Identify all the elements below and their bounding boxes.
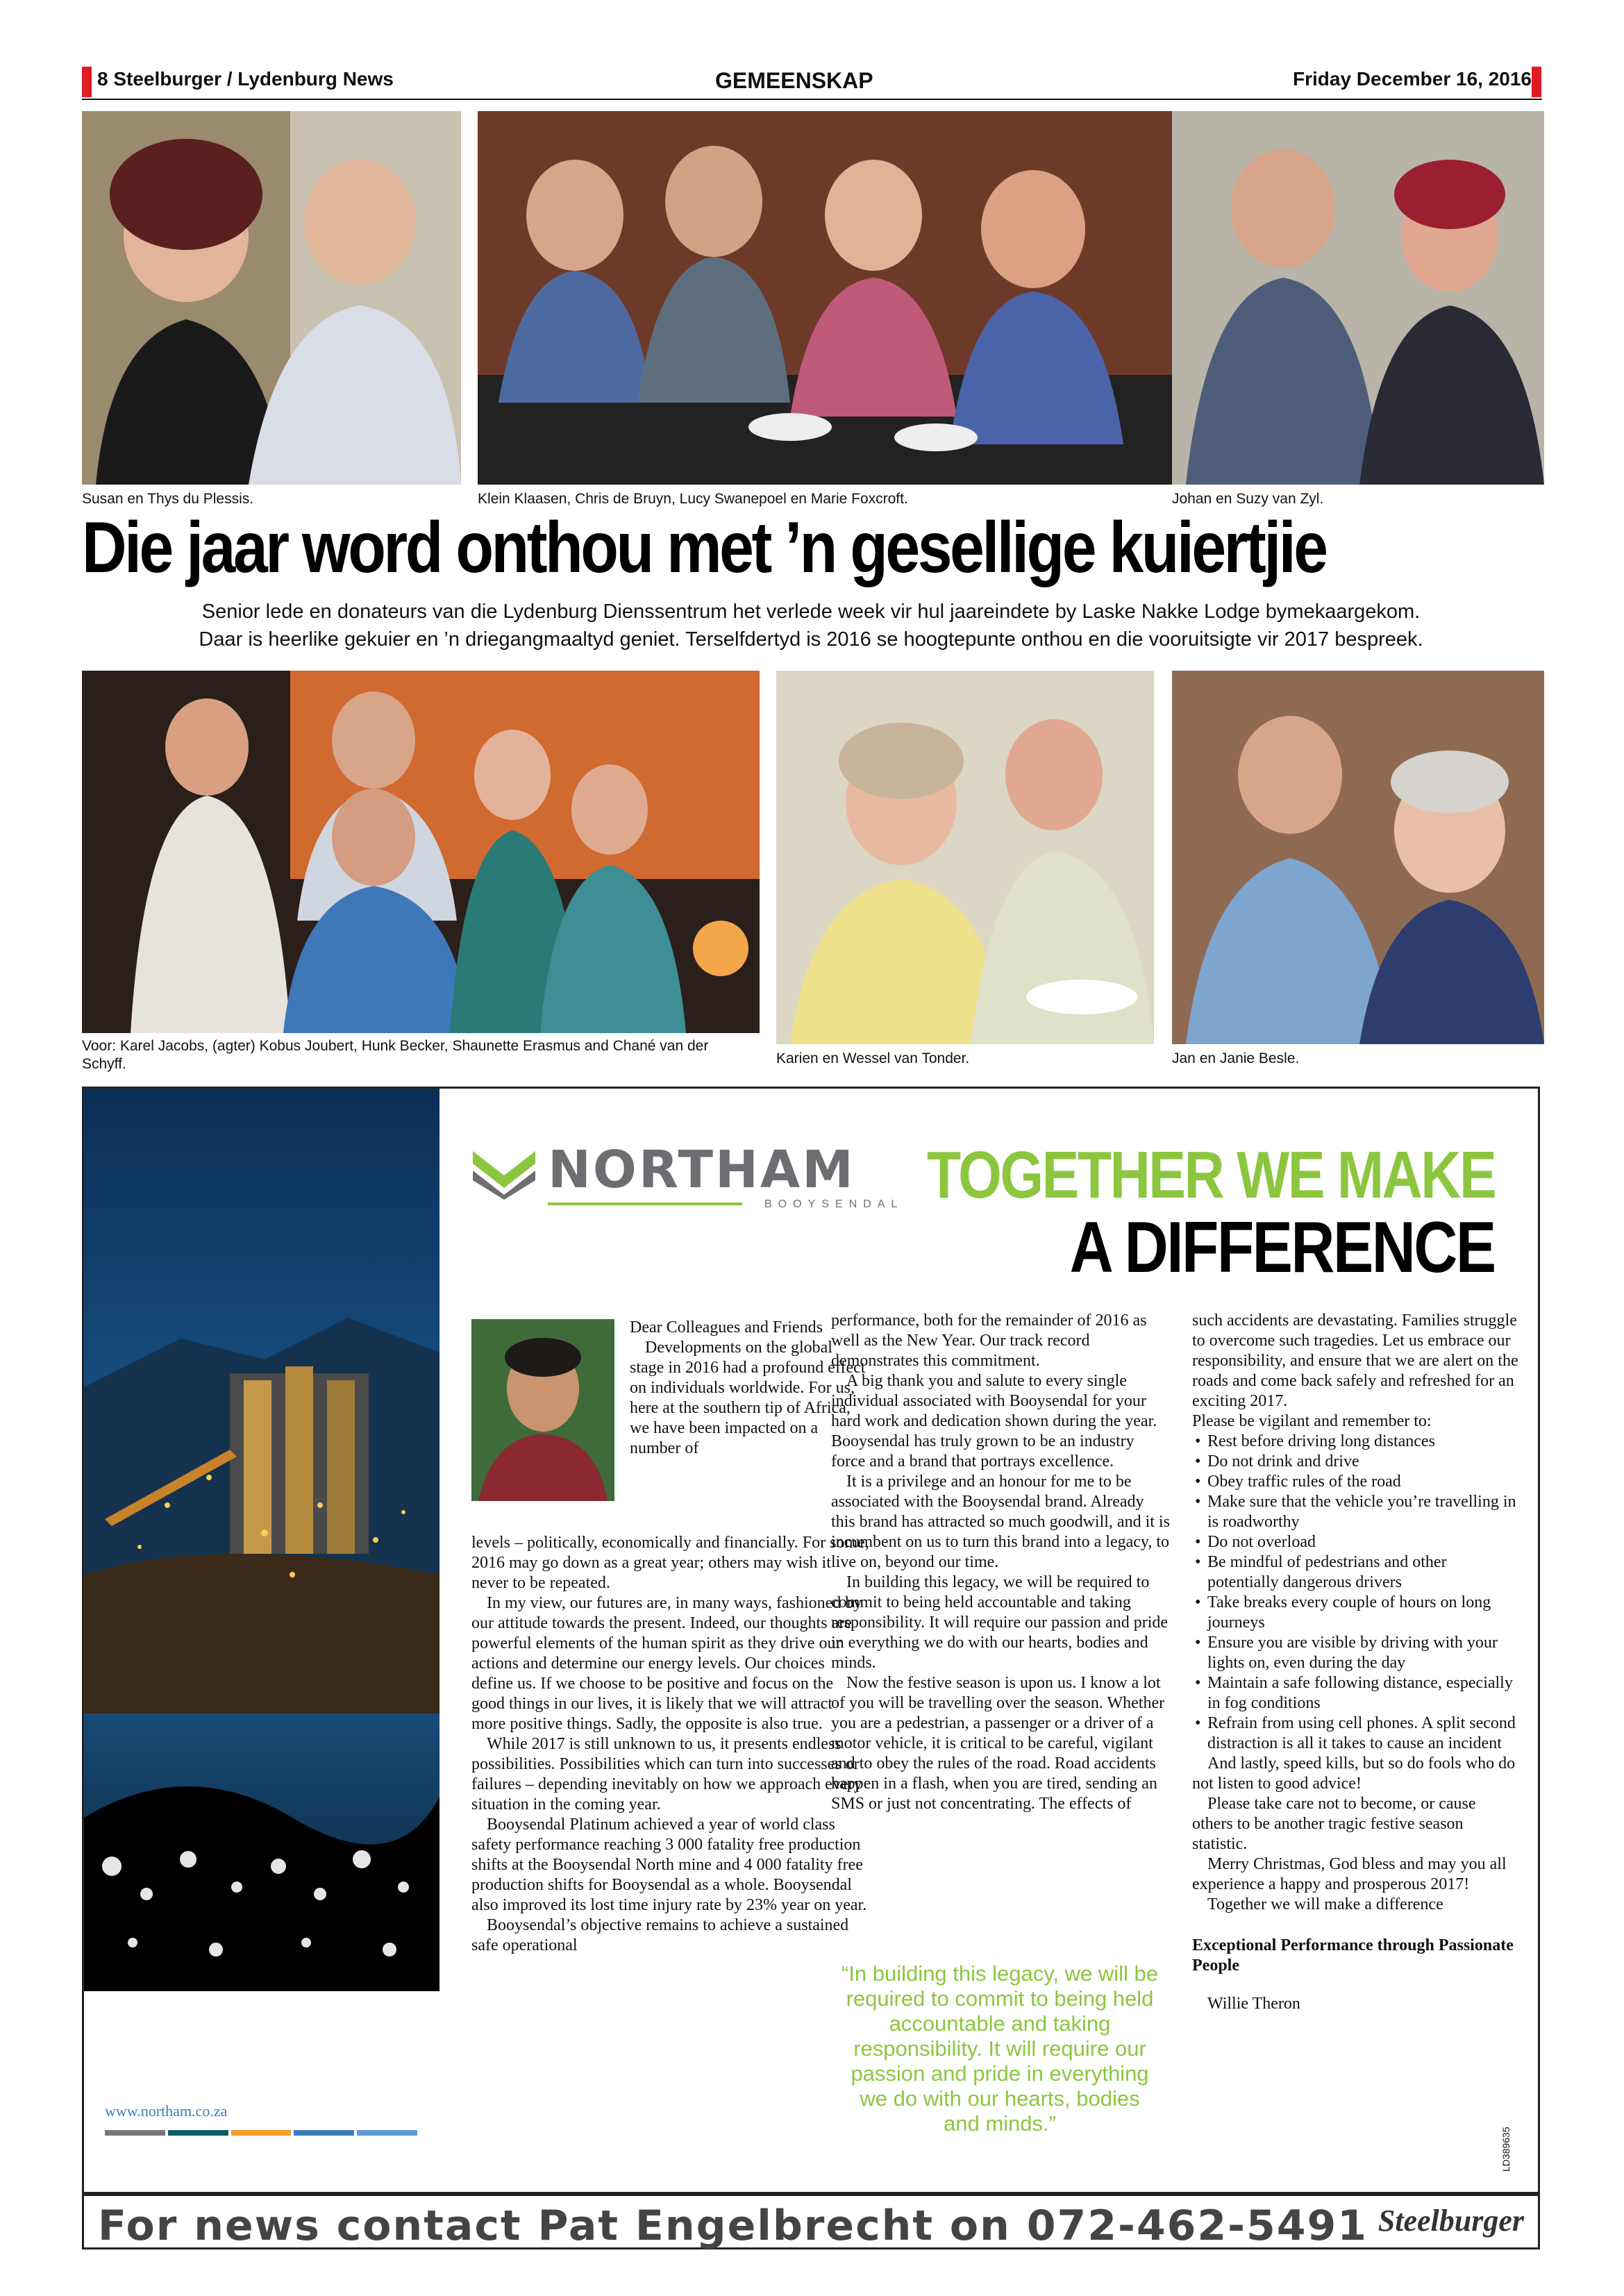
article-headline: Die jaar word onthou met ’n gesellige kuiertjie: [82, 508, 1326, 588]
letter-paragraph: Please take care not to become, or cause others to be another tragic festive season statistic.: [1192, 1795, 1476, 1853]
letter-paragraph: levels – politically, economically and financially. For some, 2016 may go down as a great year; others may wish it never to be repeated.: [471, 1534, 869, 1592]
photo-caption: Jan en Janie Besle.: [1172, 1050, 1300, 1066]
photo-johan-suzy: [1172, 111, 1544, 485]
list-item: • Refrain from using cell phones. A split second distraction is all it takes to cause an incident: [1192, 1713, 1518, 1754]
safety-list: [1192, 1432, 1518, 1754]
letter-paragraph: Developments on the global stage in 2016 had a profound effect on individuals worldwide. For us, here at the southern tip of Africa, we have been impacted on a number of: [630, 1339, 866, 1457]
ad-column-1-lower: [471, 1533, 870, 1956]
pull-quote: “In building this legacy, we will be required to commit to being held accountable and taking responsibility. It will require our passion and pride in everything we do with our hearts, bodies and minds.”: [841, 1961, 1159, 2136]
photo-caption: Susan en Thys du Plessis.: [82, 491, 254, 507]
ad-mine-photo: [84, 1089, 440, 2192]
footer-banner: [82, 2194, 1540, 2249]
northam-advert: [82, 1087, 1540, 2194]
ad-column-2: [831, 1311, 1171, 1814]
article-standfirst-line2: Daar is heerlike gekuier en ’n driegangmaaltyd geniet. Terselfdertyd is 2016 se hoogtepunte onthou en die vooruitsigte vir 2017 bespreek.: [199, 628, 1423, 651]
letter-paragraph: While 2017 is still unknown to us, it presents endless possibilities. Possibilities which can turn into successes or failures – depending inevitably on how we approach every situation in the coming year.: [471, 1735, 862, 1813]
photo-besle: [1172, 671, 1544, 1044]
letter-paragraph: And lastly, speed kills, but so do fools who do not listen to good advice!: [1192, 1754, 1516, 1793]
letter-paragraph: A big thank you and salute to every single individual associated with Booysendal for your hard work and dedication shown during the year. Booysendal has truly grown to be an industry force and a brand that portrays excellence.: [831, 1372, 1157, 1470]
list-item: • Do not overload: [1192, 1532, 1518, 1552]
section-title: GEMEENSKAP: [715, 68, 873, 93]
header-accent-right: [1532, 67, 1541, 97]
northam-brand: NORTHAM: [548, 1140, 855, 1200]
photo-susan-thys: [82, 111, 461, 485]
letter-paragraph: In my view, our futures are, in many ways, fashioned by our attitude towards the present. Indeed, our thoughts are powerful elements of the human spirit as they drive our actions and determine our energy levels. Our choices define us. If we choose to be positive and focus on the good things in our lives, it is likely that we will attract more positive things. Sadly, the opposite is also true.: [471, 1594, 862, 1733]
issue-date: Friday December 16, 2016: [1293, 68, 1532, 90]
letter-paragraph: Now the festive season is upon us. I know a lot of you will be travelling over the season. Whether you are a pedestrian, a passenger or a driver of a motor vehicle, it is critical to be careful, vigilant and to obey the rules of the road. Road accidents happen in a flash, when you are tired, sending an SMS or just not concentrating. The effects of: [831, 1674, 1165, 1813]
northam-subbrand: BOOYSENDAL: [764, 1198, 904, 1210]
list-item: • Obey traffic rules of the road: [1192, 1472, 1518, 1492]
list-item: • Ensure you are visible by driving with your lights on, even during the day: [1192, 1633, 1518, 1673]
page-label: 8 Steelburger / Lydenburg News: [97, 68, 394, 90]
letter-paragraph: It is a privilege and an honour for me to be associated with the Booysendal brand. Already this brand has attracted so much goodwill, and it is incumbent on us to turn this brand into a legacy, to live on, beyond our time.: [831, 1473, 1170, 1571]
list-item: • Be mindful of pedestrians and other potentially dangerous drivers: [1192, 1552, 1518, 1593]
photo-van-tonder: [776, 671, 1154, 1044]
northam-rule: [548, 1203, 742, 1205]
ad-headline-line1: TOGETHER WE MAKE: [926, 1138, 1495, 1212]
list-item: • Do not drink and drive: [1192, 1452, 1518, 1472]
photo-caption: Johan en Suzy van Zyl.: [1172, 491, 1324, 507]
news-contact: For news contact Pat Engelbrecht on 072-462-5491: [98, 2202, 1368, 2250]
letter-paragraph: In building this legacy, we will be required to commit to being held accountable and taking responsibility. It will require our passion and pride in everything we do with our hearts, bodies and minds.: [831, 1573, 1169, 1672]
signoff-name: Willie Theron: [1207, 1995, 1300, 2013]
letter-paragraph: Booysendal’s objective remains to achieve a sustained safe operational: [471, 1916, 849, 1954]
ad-colour-stripe: [105, 2130, 417, 2136]
ad-reference-code: LD389635: [1500, 2127, 1512, 2172]
list-item: • Make sure that the vehicle you’re travelling in is roadworthy: [1192, 1492, 1518, 1532]
signoff-title: Exceptional Performance through Passionate People: [1192, 1936, 1514, 1975]
letter-paragraph: Together we will make a difference: [1207, 1895, 1443, 1913]
list-item: • Take breaks every couple of hours on long journeys: [1192, 1593, 1518, 1633]
photo-caption: Klein Klaasen, Chris de Bruyn, Lucy Swanepoel en Marie Foxcroft.: [478, 491, 908, 507]
header-rule: [82, 99, 1542, 100]
article-standfirst-line1: Senior lede en donateurs van die Lydenburg Dienssentrum het verlede week vir hul jaareindete by Laske Nakke Lodge bymekaargekom.: [201, 601, 1421, 623]
list-item: • Maintain a safe following distance, especially in fog conditions: [1192, 1673, 1518, 1713]
photo-caption: Voor: Karel Jacobs, (agter) Kobus Joubert, Hunk Becker, Shaunette Erasmus and Chané van der Schyff.: [82, 1038, 709, 1072]
northam-logo-icon: [473, 1144, 535, 1200]
safety-list-intro: Please be vigilant and remember to:: [1192, 1412, 1432, 1430]
photo-jacobs-group: [82, 671, 760, 1033]
letter-paragraph: Merry Christmas, God bless and may you all experience a happy and prosperous 2017!: [1192, 1855, 1507, 1893]
photo-caption: Karien en Wessel van Tonder.: [776, 1050, 970, 1066]
photo-klaasen-group: [478, 111, 1172, 485]
letter-paragraph: Booysendal Platinum achieved a year of world class safety performance reaching 3 000 fatality free production shifts at the Booysendal North mine and 4 000 fatality free production shifts for Booysendal as a whole. Booysendal also improved its lost time injury rate by 23% year on year.: [471, 1816, 867, 1914]
letter-salutation: Dear Colleagues and Friends: [630, 1318, 823, 1336]
list-item: • Rest before driving long distances: [1192, 1432, 1518, 1452]
header-accent-left: [82, 67, 92, 97]
ad-headline-line2: A DIFFERENCE: [1069, 1207, 1495, 1288]
steelburger-logo: Steelburger: [1378, 2204, 1524, 2238]
letter-paragraph: performance, both for the remainder of 2016 as well as the New Year. Our track record demonstrates this commitment.: [831, 1312, 1147, 1370]
letter-paragraph: such accidents are devastating. Families struggle to overcome such tragedies. Let us embrace our responsibility, and ensure that we are alert on the roads and come back safely and refreshed for an exciting 2017.: [1192, 1312, 1518, 1410]
author-portrait: [471, 1319, 614, 1501]
ad-website: www.northam.co.za: [105, 2102, 228, 2120]
ad-column-3: [1192, 1311, 1518, 2014]
